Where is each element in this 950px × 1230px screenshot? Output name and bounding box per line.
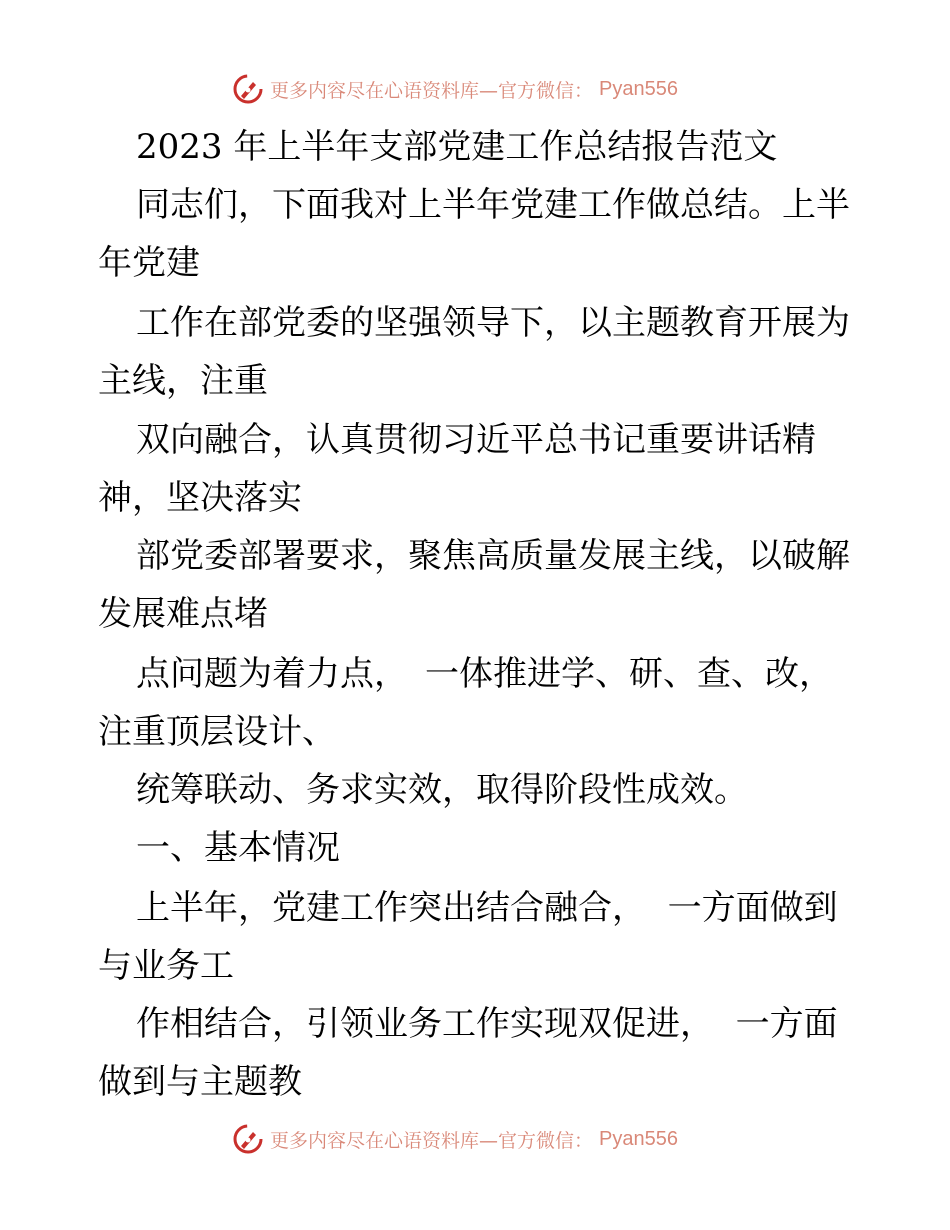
watermark-text: 更多内容尽在心语资料库—官方微信： [270,1129,594,1152]
paragraph-line: 作相结合，引领业务工作实现双促进， 一方面 [136,1004,838,1044]
paragraph-line: 上半年，党建工作突出结合融合， 一方面做到 [136,888,838,928]
pen-circle-logo-icon [232,73,264,105]
paragraph-line: 双向融合，认真贯彻习近平总书记重要讲话精 [136,420,816,460]
paragraph-line: 神，坚决落实 [98,478,302,518]
paragraph-line: 同志们，下面我对上半年党建工作做总结。上半 [136,185,850,225]
paragraph-line: 发展难点堵 [98,594,268,634]
section-heading: 一、基本情况 [136,828,340,868]
paragraph-line: 与业务工 [98,946,234,986]
paragraph-line: 主线，注重 [98,361,268,401]
paragraph-line: 统筹联动、务求实效，取得阶段性成效。 [136,770,748,810]
wechat-id: Pyan556 [599,77,678,100]
pen-circle-logo-icon [232,1123,264,1155]
paragraph-line: 做到与主题教 [98,1062,302,1102]
paragraph-line: 部党委部署要求，聚焦高质量发展主线，以破解 [136,536,850,576]
wechat-id: Pyan556 [599,1127,678,1150]
watermark-text: 更多内容尽在心语资料库—官方微信： [270,79,594,102]
document-title: 2023 年上半年支部党建工作总结报告范文 [136,127,778,167]
paragraph-line: 年党建 [98,243,200,283]
paragraph-line: 点问题为着力点， 一体推进学、研、查、改， [136,654,833,694]
footer-watermark [232,1122,678,1156]
paragraph-line: 工作在部党委的坚强领导下，以主题教育开展为 [136,303,850,343]
paragraph-line: 注重顶层设计、 [98,712,336,752]
header-watermark [232,72,678,106]
